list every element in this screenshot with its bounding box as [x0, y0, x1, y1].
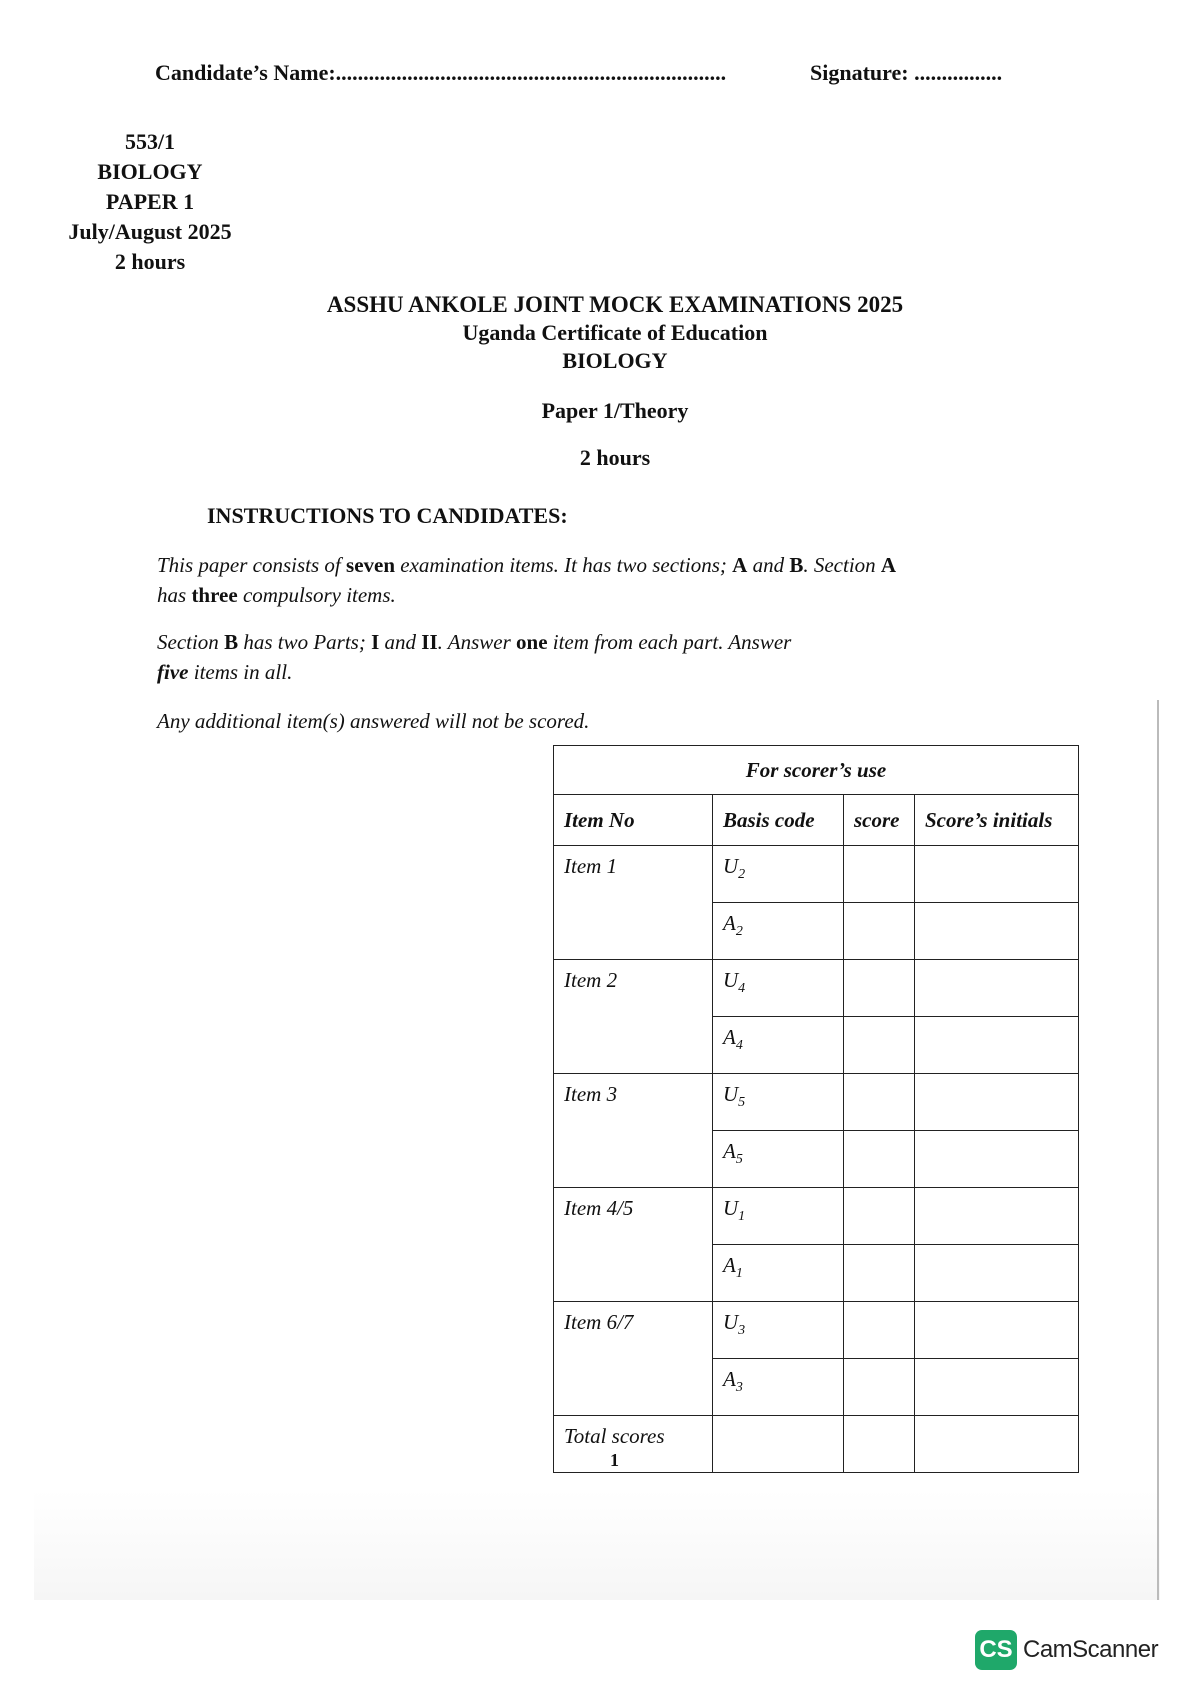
score-cell[interactable]: [844, 903, 915, 960]
signature-field: Signature: ................: [810, 60, 1003, 85]
score-cell[interactable]: [844, 1359, 915, 1416]
item-label: Item 1: [554, 846, 713, 960]
exam-duration: 2 hours: [579, 445, 651, 470]
col-header-initials: Score’s initials: [915, 795, 1079, 846]
paper-subject: BIOLOGY: [97, 159, 203, 184]
item-label: Item 3: [554, 1074, 713, 1188]
item-label: Item 2: [554, 960, 713, 1074]
basis-code: $A_1$: [713, 1245, 844, 1302]
total-code-cell[interactable]: [713, 1416, 844, 1473]
exam-certificate: Uganda Certificate of Education: [462, 320, 768, 345]
col-header-item-no: Item No: [554, 795, 713, 846]
initials-cell[interactable]: [915, 1131, 1079, 1188]
basis-code: $A_2$: [713, 903, 844, 960]
table-row: [554, 1302, 1079, 1359]
initials-cell[interactable]: [915, 960, 1079, 1017]
basis-code: $U_5$: [713, 1074, 844, 1131]
instructions-paragraph-3: Any additional item(s) answered will not be scored.: [157, 709, 590, 733]
basis-code: $U_3$: [713, 1302, 844, 1359]
item-label: Item 6/7: [554, 1302, 713, 1416]
basis-code: $U_1$: [713, 1188, 844, 1245]
score-cell[interactable]: [844, 1074, 915, 1131]
table-row: [554, 846, 1079, 903]
total-label: Total scores: [554, 1416, 713, 1473]
score-cell[interactable]: [844, 960, 915, 1017]
paper-code-block: [55, 127, 245, 277]
score-cell[interactable]: [844, 1245, 915, 1302]
total-initials-cell[interactable]: [915, 1416, 1079, 1473]
candidate-name-field: Candidate’s Name:.......................................................................: [155, 60, 727, 85]
initials-cell[interactable]: [915, 1017, 1079, 1074]
paper-date: July/August 2025: [68, 219, 232, 244]
instructions-heading: INSTRUCTIONS TO CANDIDATES:: [207, 503, 568, 528]
basis-code: $A_4$: [713, 1017, 844, 1074]
score-cell[interactable]: [844, 1188, 915, 1245]
paper-number: PAPER 1: [105, 189, 195, 214]
paper-code: 553/1: [124, 129, 176, 154]
initials-cell[interactable]: [915, 1359, 1079, 1416]
instructions-paragraph-1: This paper consists of seven examination items. It has two sections; A and B. Section A has three compulsory items.: [157, 553, 897, 607]
instructions-paragraph-2: Section B has two Parts; I and II. Answer one item from each part. Answer five items in all.: [157, 630, 792, 684]
initials-cell[interactable]: [915, 903, 1079, 960]
scorer-table-title: For scorer’s use: [554, 746, 1079, 795]
basis-code: $U_4$: [713, 960, 844, 1017]
initials-cell[interactable]: [915, 1188, 1079, 1245]
table-row: [554, 960, 1079, 1017]
camscanner-logo-icon: CS: [975, 1630, 1017, 1670]
initials-cell[interactable]: [915, 1302, 1079, 1359]
paper-duration: 2 hours: [114, 249, 186, 274]
initials-cell[interactable]: [915, 1074, 1079, 1131]
scan-shadow: [34, 1490, 1160, 1600]
total-row: [554, 1416, 1079, 1473]
scan-edge-line: [1157, 700, 1159, 1600]
exam-paper: Paper 1/Theory: [541, 398, 689, 423]
basis-code: $A_3$: [713, 1359, 844, 1416]
col-header-basis-code: Basis code: [713, 795, 844, 846]
initials-cell[interactable]: [915, 1245, 1079, 1302]
exam-title: ASSHU ANKOLE JOINT MOCK EXAMINATIONS 2025: [326, 292, 904, 317]
total-score-cell[interactable]: [844, 1416, 915, 1473]
table-row: [554, 1074, 1079, 1131]
col-header-score: score: [844, 795, 915, 846]
initials-cell[interactable]: [915, 846, 1079, 903]
score-cell[interactable]: [844, 1131, 915, 1188]
exam-subject: BIOLOGY: [562, 348, 668, 373]
scorer-table: [553, 745, 1079, 1473]
basis-code: $U_2$: [713, 846, 844, 903]
camscanner-watermark: [975, 1630, 1158, 1670]
score-cell[interactable]: [844, 1017, 915, 1074]
table-row: [554, 1188, 1079, 1245]
basis-code: $A_5$: [713, 1131, 844, 1188]
score-cell[interactable]: [844, 1302, 915, 1359]
item-label: Item 4/5: [554, 1188, 713, 1302]
camscanner-brand: CamScanner: [1023, 1636, 1159, 1663]
score-cell[interactable]: [844, 846, 915, 903]
page-number: 1: [610, 1450, 619, 1470]
